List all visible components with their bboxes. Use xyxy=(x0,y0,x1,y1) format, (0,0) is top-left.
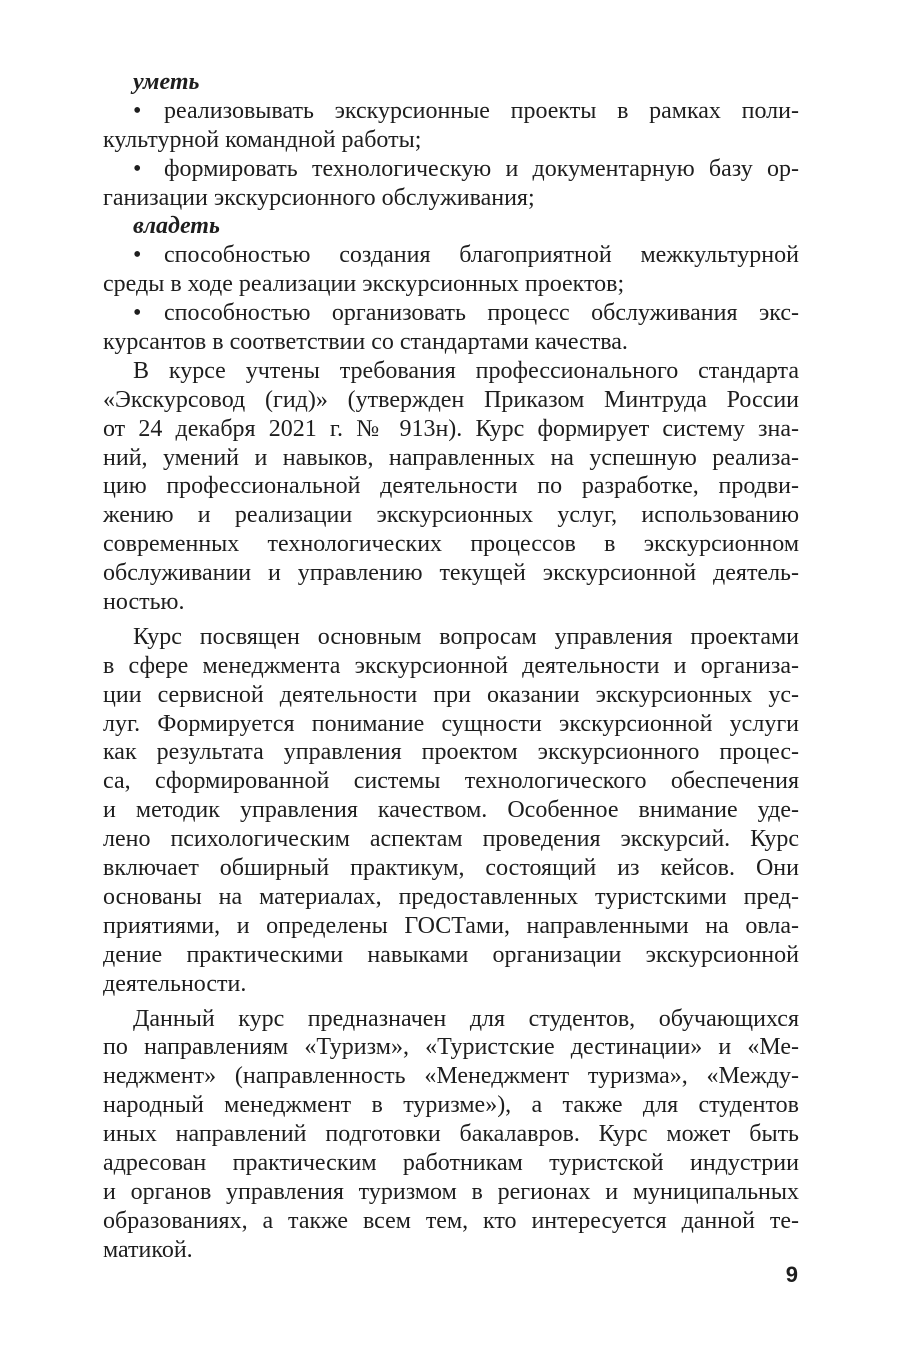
text-line: деятельности. xyxy=(103,970,247,997)
text-line: адресован практическим работникам туристской индустрии xyxy=(103,1149,799,1176)
paragraph-course-topics xyxy=(103,623,799,999)
bullet-line xyxy=(103,241,799,270)
bullet-text: способностью создания благоприятной межкультурной xyxy=(164,242,799,269)
text-line: иных направлений подготовки бакалавров. Курс может быть xyxy=(103,1121,799,1148)
bullet-icon: • xyxy=(133,300,142,327)
text-line: курсантов в соответствии со стандартами качества. xyxy=(103,329,628,356)
bullet-line xyxy=(103,97,799,126)
text-line: по направлениям «Туризм», «Туристские дестинации» и «Ме- xyxy=(103,1034,799,1061)
text-line: цию профессиональной деятельности по разработке, продви- xyxy=(103,473,799,500)
paragraph-standard xyxy=(103,357,799,617)
heading-umet: уметь xyxy=(133,69,200,95)
text-line: ганизации экскурсионного обслуживания; xyxy=(103,184,535,211)
text-line: в сфере менеджмента экскурсионной деятельности и организа- xyxy=(103,652,799,679)
text-line: обслуживании и управлению текущей экскурсионной деятель- xyxy=(103,560,799,587)
text-line: среды в ходе реализации экскурсионных проектов; xyxy=(103,271,625,298)
text-line: са, сформированной системы технологического обеспечения xyxy=(103,768,799,795)
bullet-text: формировать технологическую и документарную базу ор- xyxy=(164,155,799,182)
bullet-icon: • xyxy=(133,155,142,182)
bullet-line xyxy=(103,299,799,328)
text-line: Курс посвящен основным вопросам управления проектами xyxy=(133,623,799,650)
text-line: «Экскурсовод (гид)» (утвержден Приказом Минтруда России xyxy=(103,386,799,413)
text-line: приятиями, и определены ГОСТами, направленными на овла- xyxy=(103,912,799,939)
text-column xyxy=(103,68,799,1265)
text-line: включает обширный практикум, состоящий из кейсов. Они xyxy=(103,855,799,882)
page-number: 9 xyxy=(785,1262,798,1287)
text-line: В курсе учтены требования профессионального стандарта xyxy=(133,357,799,384)
text-line: основаны на материалах, предоставленных туристскими пред- xyxy=(103,883,799,910)
text-line: неджмент» (направленность «Менеджмент туризма», «Между- xyxy=(103,1063,799,1090)
text-line: дение практическими навыками организации экскурсионной xyxy=(103,941,799,968)
text-line: ностью. xyxy=(103,589,185,616)
text-line: ции сервисной деятельности при оказании экскурсионных ус- xyxy=(103,681,799,708)
bullet-icon: • xyxy=(133,97,142,124)
text-line: образованиях, а также всем тем, кто интересуется данной те- xyxy=(103,1207,799,1234)
bullet-text: способностью организовать процесс обслуживания экс- xyxy=(164,300,799,327)
bullet-text: реализовывать экскурсионные проекты в рамках поли- xyxy=(164,97,799,124)
text-line: современных технологических процессов в экскурсионном xyxy=(103,531,799,558)
bullet-line xyxy=(103,155,799,184)
text-line: луг. Формируется понимание сущности экскурсионной услуги xyxy=(103,710,799,737)
text-line: лено психологическим аспектам проведения экскурсий. Курс xyxy=(103,826,799,853)
text-line: жению и реализации экскурсионных услуг, использованию xyxy=(103,502,799,529)
text-line: от 24 декабря 2021 г. № 913н). Курс формирует систему зна- xyxy=(103,415,799,442)
paragraph-audience xyxy=(103,1005,799,1265)
heading-vladet: владеть xyxy=(133,213,220,240)
text-line: и методик управления качеством. Особенное внимание уде- xyxy=(103,797,799,824)
text-line: Данный курс предназначен для студентов, обучающихся xyxy=(133,1005,799,1032)
text-line: народный менеджмент в туризме»), а также для студентов xyxy=(103,1092,799,1119)
bullet-icon: • xyxy=(133,242,142,269)
text-line: культурной командной работы; xyxy=(103,126,422,153)
text-line: ний, умений и навыков, направленных на успешную реализа- xyxy=(103,444,799,471)
text-line: и органов управления туризмом в регионах и муниципальных xyxy=(103,1178,799,1205)
text-line: как результата управления проектом экскурсионного процес- xyxy=(103,739,799,766)
text-line: матикой. xyxy=(103,1236,193,1263)
